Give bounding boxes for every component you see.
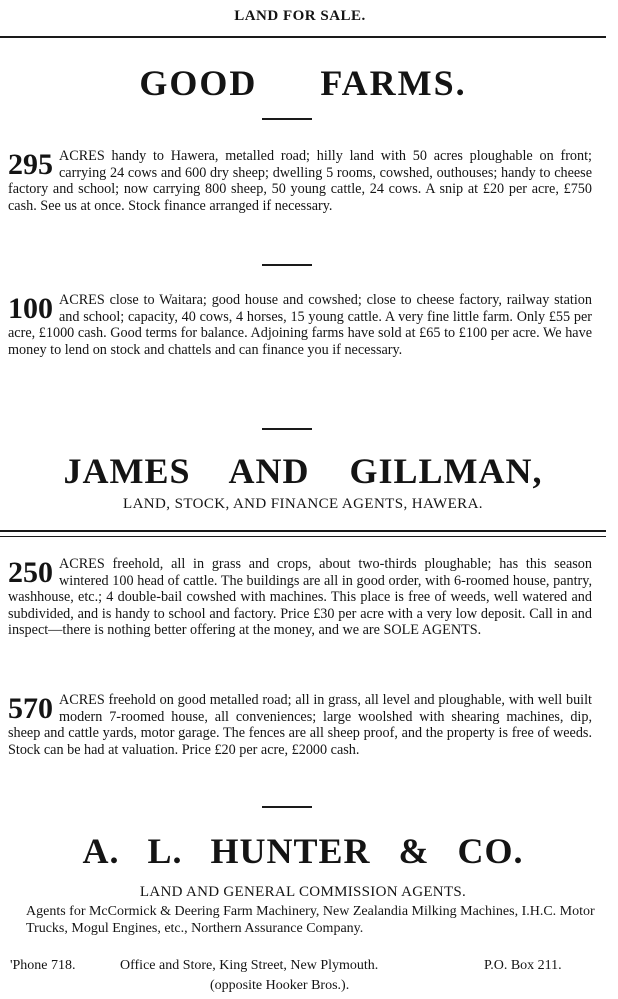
location-line: [10, 978, 604, 998]
top-rule: [0, 36, 606, 38]
listing-text: ACRES close to Waitara; good house and cowshed; close to cheese factory, railway station and school; capacity, 40 cows, 4 horses, 15 young cattle. A very fine little farm. Only £55 per acre, £1000 cash. Good terms for balance. Adjoining farms have sold at £65 to £100 per acre. We have money to lend on stock and chattels and can finance you if necessary.: [8, 292, 592, 358]
office-location: (opposite Hooker Bros.).: [210, 978, 350, 993]
contact-line: [10, 958, 604, 978]
section-heading: LAND FOR SALE.: [234, 8, 366, 24]
listing-text: ACRES freehold, all in grass and crops, about two-thirds ploughable; has this season wintered 100 head of cattle. The buildings are all in good order, with 6-roomed house, pantry, washhouse, etc.; 4 double-bail cowshed with machines. This place is free of weeds, well watered and subdivided, and is handy to school and factory. Price £30 per acre with a very low deposit. Call in and inspect—there is nothing better offering at the money, and we are SOLE AGENTS.: [8, 556, 592, 638]
phone-number: 'Phone 718.: [10, 958, 76, 973]
listing-295-acres: [8, 148, 592, 214]
hunter-and-co-description: LAND AND GENERAL COMMISSION AGENTS.: [139, 884, 467, 900]
listing-acreage: 250: [8, 556, 53, 589]
divider-dash: [262, 806, 312, 808]
hunter-and-co-name: A. L. HUNTER & CO.: [82, 831, 524, 871]
divider-dash: [262, 428, 312, 430]
divider-dash: [262, 264, 312, 266]
listing-text: ACRES handy to Hawera, metalled road; hilly land with 50 acres ploughable on front; carrying 24 cows and 600 dry sheep; dwelling 5 rooms, cowshed, outhouses; handy to cheese factory and school; now carrying 800 sheep, 50 young cattle, 24 cows. A snip at £20 per acre, £750 cash. See us at once. Stock finance arranged if necessary.: [8, 148, 592, 214]
good-farms-title: GOOD FARMS.: [139, 63, 467, 103]
ad-separator-rule: [0, 530, 606, 532]
listing-acreage: 295: [8, 148, 53, 181]
ad-separator-rule: [0, 536, 606, 537]
listing-acreage: 570: [8, 692, 53, 725]
james-and-gillman-name: JAMES AND GILLMAN,: [63, 451, 543, 491]
listing-100-acres: [8, 292, 592, 358]
james-and-gillman-description: LAND, STOCK, AND FINANCE AGENTS, HAWERA.: [123, 496, 483, 512]
listing-text: ACRES freehold on good metalled road; all in grass, all level and ploughable, with well built modern 7-roomed house, all conveniences; large woolshed with shearing machines, dip, sheep and cattle yards, motor garage. The fences are all sheep proof, and the property is free of weeds. Stock can be had at valuation. Price £20 per acre, £2000 cash.: [8, 692, 592, 758]
agents-for-text: Agents for McCormick & Deering Farm Machinery, New Zealandia Milking Machines, I.H.C. Motor Trucks, Mogul Engines, etc., Northern Assurance Company.: [26, 904, 595, 936]
po-box: P.O. Box 211.: [484, 958, 562, 973]
listing-570-acres: [8, 692, 592, 758]
office-address: Office and Store, King Street, New Plymouth.: [120, 958, 379, 973]
divider-dash: [262, 118, 312, 120]
listing-250-acres: [8, 556, 592, 639]
listing-acreage: 100: [8, 292, 53, 325]
